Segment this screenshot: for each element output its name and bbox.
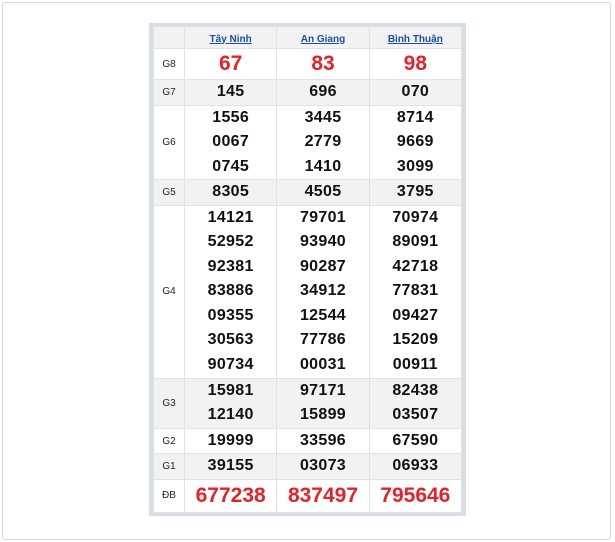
prize-number: 97171: [299, 381, 346, 399]
result-cell: [185, 49, 277, 80]
prize-row-g1: [154, 454, 462, 480]
prize-row-g8: [154, 49, 462, 80]
prize-label-g6: G6: [154, 105, 185, 180]
prize-number: 77786: [299, 331, 346, 349]
prize-number: 696: [309, 83, 337, 101]
prize-number: 1556: [212, 108, 250, 126]
prize-number: 0067: [212, 133, 250, 151]
prize-number: 70974: [392, 208, 439, 226]
prize-number: 1410: [304, 157, 342, 175]
result-cell: [369, 180, 461, 206]
prize-number: 42718: [392, 257, 439, 275]
result-cell: [185, 428, 277, 454]
prize-number: 145: [216, 83, 245, 101]
prize-label-g5: G5: [154, 180, 185, 206]
province-header-row: [154, 27, 462, 49]
result-cell: [369, 105, 461, 180]
result-cell: [277, 105, 369, 180]
prize-number: 09427: [392, 306, 439, 324]
result-cell: [277, 205, 369, 378]
prize-label-g7: G7: [154, 80, 185, 106]
prize-number: 14121: [207, 208, 254, 226]
prize-number: 3445: [304, 108, 342, 126]
prize-number: 15981: [207, 381, 254, 399]
prize-row-g7: [154, 80, 462, 106]
result-cell: [369, 479, 461, 512]
result-cell: [369, 454, 461, 480]
prize-number: 00031: [299, 355, 346, 373]
lottery-results-panel: [149, 23, 466, 516]
prize-row-g6: [154, 105, 462, 180]
prize-number: 33596: [299, 431, 346, 449]
result-cell: [185, 105, 277, 180]
result-cell: [185, 479, 277, 512]
special-prize-number: 677238: [195, 483, 266, 507]
prize-row-g3: [154, 378, 462, 428]
result-cell: [277, 479, 369, 512]
prize-number: 4505: [304, 183, 342, 201]
prize-label-g1: G1: [154, 454, 185, 480]
result-cell: [277, 428, 369, 454]
prize-label-g2: G2: [154, 428, 185, 454]
prize-number: 15899: [299, 406, 346, 424]
province-header: [185, 27, 277, 49]
prize-number: 83: [311, 52, 335, 76]
result-cell: [277, 180, 369, 206]
prize-row-db: [154, 479, 462, 512]
prize-number: 89091: [392, 233, 439, 251]
prize-number: 90734: [207, 355, 254, 373]
prize-number: 06933: [392, 457, 439, 475]
province-header: [277, 27, 369, 49]
corner-cell: [154, 27, 185, 49]
province-link-an-giang[interactable]: An Giang: [300, 33, 346, 45]
prize-number: 93940: [299, 233, 346, 251]
prize-number: 070: [401, 83, 430, 101]
prize-number: 52952: [207, 233, 254, 251]
prize-number: 79701: [299, 208, 346, 226]
result-cell: [185, 205, 277, 378]
prize-number: 03073: [299, 457, 346, 475]
result-cell: [277, 49, 369, 80]
prize-number: 09355: [207, 306, 254, 324]
result-cell: [185, 180, 277, 206]
province-link-tay-ninh[interactable]: Tây Ninh: [209, 33, 252, 45]
prize-number: 12544: [299, 306, 346, 324]
prize-number: 82438: [392, 381, 439, 399]
lottery-results-table: [153, 26, 462, 513]
prize-label-g3: G3: [154, 378, 185, 428]
result-cell: [277, 454, 369, 480]
prize-row-g2: [154, 428, 462, 454]
prize-number: 30563: [207, 331, 254, 349]
prize-number: 8714: [396, 108, 434, 126]
prize-number: 39155: [207, 457, 254, 475]
prize-number: 3099: [396, 157, 434, 175]
prize-number: 67590: [392, 431, 439, 449]
prize-number: 34912: [299, 282, 346, 300]
result-cell: [369, 428, 461, 454]
result-cell: [185, 378, 277, 428]
prize-number: 0745: [212, 157, 250, 175]
prize-row-g4: [154, 205, 462, 378]
prize-row-g5: [154, 180, 462, 206]
prize-number: 8305: [212, 183, 250, 201]
result-cell: [277, 80, 369, 106]
special-prize-number: 837497: [287, 483, 359, 507]
prize-label-db: ĐB: [154, 479, 185, 512]
prize-number: 98: [403, 52, 427, 76]
prize-number: 19999: [207, 431, 254, 449]
prize-number: 12140: [207, 406, 254, 424]
prize-number: 67: [218, 52, 243, 76]
prize-number: 03507: [392, 406, 439, 424]
result-cell: [369, 80, 461, 106]
prize-number: 3795: [396, 183, 434, 201]
special-prize-number: 795646: [380, 483, 451, 507]
province-header: [369, 27, 461, 49]
prize-number: 9669: [396, 133, 434, 151]
prize-number: 90287: [299, 257, 346, 275]
result-cell: [369, 49, 461, 80]
result-cell: [277, 378, 369, 428]
prize-label-g4: G4: [154, 205, 185, 378]
prize-number: 83886: [207, 282, 254, 300]
prize-number: 2779: [304, 133, 342, 151]
result-cell: [185, 80, 277, 106]
prize-number: 15209: [392, 331, 439, 349]
prize-number: 00911: [392, 355, 438, 373]
province-link-binh-thuan[interactable]: Bình Thuận: [387, 33, 443, 45]
prize-number: 77831: [392, 282, 439, 300]
result-cell: [185, 454, 277, 480]
result-cell: [369, 205, 461, 378]
prize-label-g8: G8: [154, 49, 185, 80]
result-cell: [369, 378, 461, 428]
prize-number: 92381: [207, 257, 254, 275]
